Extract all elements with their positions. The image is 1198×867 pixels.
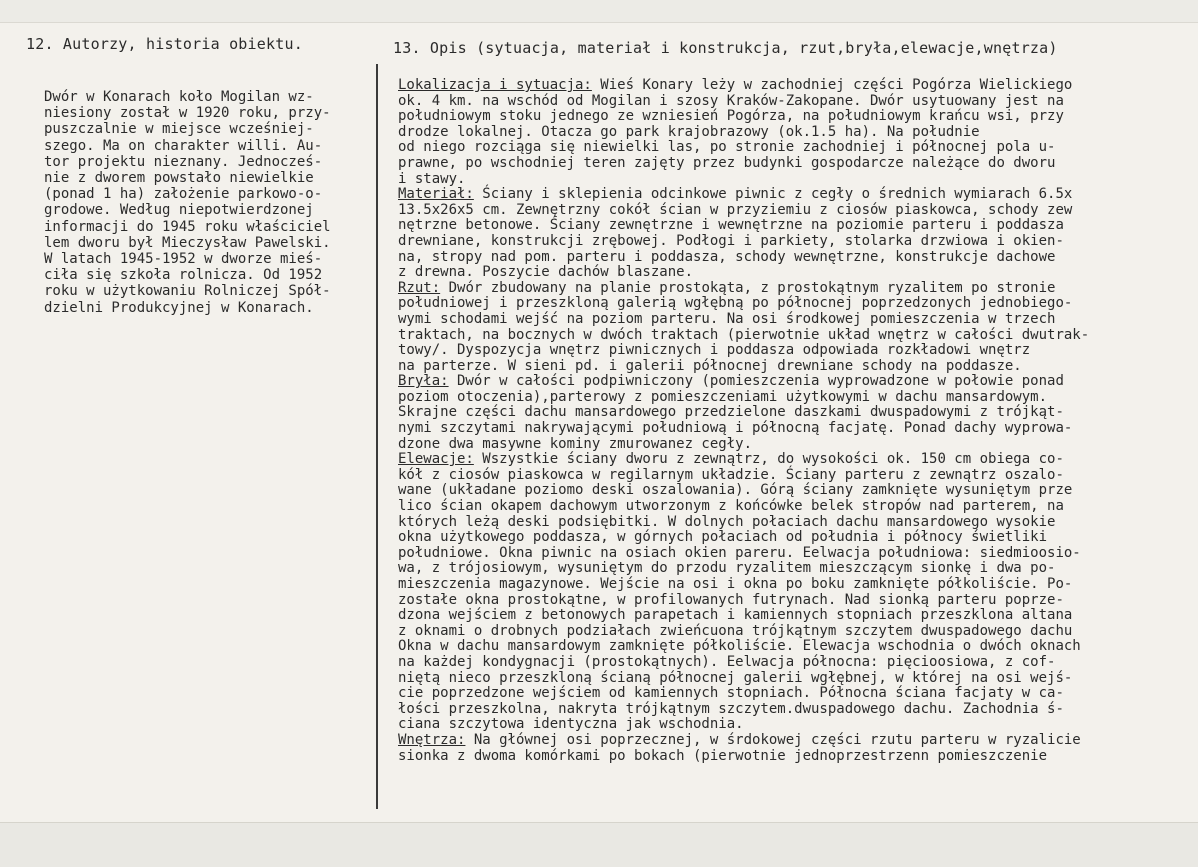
text-line: dzona wejściem z betonowych parapetach i kamiennych stopniach przeszklona altana (398, 607, 1073, 624)
text-line: ciła się szkoła rolnicza. Od 1952 (44, 267, 323, 284)
text-line: drodze lokalnej. Otacza go park krajobrazowy (ok.1.5 ha). Na południe (398, 123, 980, 140)
text-line: niętą nieco przeszkloną ścianą północnej galerii wgłębnej, w której na osi wejś- (398, 669, 1073, 686)
text-line: Okna w dachu mansardowym zamknięte półkoliście. Elewacja wschodnia o dwóch oknach (398, 638, 1081, 655)
text-line: wa, z trójosiowym, wysuniętym do przodu ryzalitem mieszczącym sionkę i dwa po- (398, 560, 1056, 577)
section-13-header: 13. Opis (sytuacja, materiał i konstrukcja, rzut,bryła,elewacje,wnętrza) (393, 39, 1058, 57)
text-line: roku w użytkowaniu Rolniczej Spół- (44, 283, 331, 300)
text-line: od niego rozciąga się niewielki las, po stronie zachodniej i północnej pola u- (398, 139, 1056, 156)
text-line: nie z dworem powstało niewielkie (44, 170, 314, 187)
text-line: szego. Ma on charakter willi. Au- (44, 137, 323, 154)
text-line: ok. 4 km. na wschód od Mogilan i szosy Kraków-Zakopane. Dwór usytuowany jest na (398, 92, 1064, 109)
paragraph-label: Wnętrza: (398, 731, 466, 748)
text-line: poziom otoczenia),parterowy z pomieszczeniami użytkowymi w dachu mansardowym. (398, 388, 1048, 405)
paragraph-first-line (398, 452, 1198, 468)
page-bottom-band (0, 822, 1198, 867)
paragraph-first-line (398, 374, 1198, 390)
paragraph-label: Rzut: (398, 279, 441, 296)
text-line: z drewna. Poszycie dachów blaszane. (398, 264, 694, 281)
text-line: W latach 1945-1952 w dworze mieś- (44, 251, 323, 268)
text-line: kół z ciosów piaskowca w regilarnym układzie. Ściany parteru z zewnątrz oszalo- (398, 466, 1064, 483)
text-line: których leżą deski podsiębitki. W dolnych połaciach dachu mansardowego wysokie (398, 513, 1056, 530)
paragraph-text: Dwór zbudowany na planie prostokąta, z prostokątnym ryzalitem po stronie (440, 279, 1056, 296)
text-line: południowym stoku jednego ze wzniesień Pogórza, na południowym krańcu wsi, przy (398, 108, 1064, 125)
text-line: (ponad 1 ha) założenie parkowo-o- (44, 186, 323, 203)
text-line: sionka z dwoma komórkami po bokach (pierwotnie jednoprzestrzenn pomieszczenie (398, 747, 1048, 764)
text-line: cie poprzedzone wejściem od kamiennych stopniach. Północna ściana facjaty w ca- (398, 685, 1064, 702)
paragraph-text: Na głównej osi poprzecznej, w śrdokowej części rzutu parteru w ryzalicie (465, 731, 1081, 748)
authors-history-text (44, 89, 374, 316)
text-line: grodowe. Według niepotwierdzonej (44, 202, 314, 219)
text-line: południowej i przeszkloną galerią wgłębną po północnej poprzedzonych jednobiego- (398, 295, 1073, 312)
text-line: prawne, po wschodniej teren zajęty przez budynki gospodarcze należące do dworu (398, 154, 1056, 171)
text-line: traktach, na bocznych w dwóch traktach (pierwotnie układ wnętrz w całości dwutrak- (398, 326, 1090, 343)
text-line: zostałe okna prostokątne, w profilowanych futrynach. Nad sionką parteru poprze- (398, 591, 1064, 608)
text-line: południowe. Okna piwnic na osiach okien pareru. Eelwacja południowa: siedmioosio- (398, 544, 1081, 561)
text-line: wane (układane poziomo deski oszalowania). Górą ściany zamknięte wysuniętym prze (398, 482, 1073, 499)
text-line: łości przeszkolna, nakryta trójkątnym szczytem.dwuspadowego dachu. Zachodnia ś- (398, 700, 1064, 717)
paragraph-label: Lokalizacja i sytuacja: (398, 77, 592, 93)
text-line: ciana szczytowa identyczna jak wschodnia. (398, 716, 744, 733)
description-text (398, 78, 1198, 764)
text-line: niesiony został w 1920 roku, przy- (44, 105, 331, 122)
text-line: puszczalnie w miejsce wcześniej- (44, 121, 314, 138)
text-line: wymi schodami wejść na poziom parteru. Na osi środkowej pomieszczenia w trzech (398, 310, 1056, 327)
text-line: nętrzne betonowe. Ściany zewnętrzne i wewnętrzne na poziomie parteru i poddasza (398, 217, 1064, 234)
text-line: informacji do 1945 roku właściciel (44, 218, 331, 235)
paragraph-text: Ściany i sklepienia odcinkowe piwnic z cegły o średnich wymiarach 6.5x (473, 186, 1073, 203)
section-12-header: 12. Autorzy, historia obiektu. (26, 35, 303, 53)
text-line: okna użytkowego poddasza, w górnych połaciach od południa i północy świetliki (398, 529, 1048, 546)
paragraph-label: Elewacje: (398, 451, 474, 468)
text-line: i stawy. (398, 170, 466, 187)
text-line: na parterze. W sieni pd. i galerii północnej drewniane schody na poddasze. (398, 357, 1022, 374)
paragraph-first-line (398, 281, 1198, 297)
paragraph-first-line (398, 78, 1198, 94)
text-line: drewniane, konstrukcji zrębowej. Podłogi i parkiety, stolarka drzwiowa i okien- (398, 232, 1064, 249)
text-line: lico ścian okapem dachowym utworzonym z końcówke belek stropów nad parterem, na (398, 498, 1064, 515)
text-line: mieszczenia magazynowe. Wejście na osi i okna po boku zamknięte półkoliście. Po- (398, 576, 1073, 592)
page-top-strip (0, 0, 1198, 23)
paragraph-text: Dwór w całości podpiwniczony (pomieszczenia wyprowadzone w połowie ponad (448, 373, 1064, 390)
text-line: dzone dwa masywne kominy zmurowanez cegły. (398, 435, 753, 452)
paragraph-first-line (398, 733, 1198, 749)
text-line: z oknami o drobnych podziałach zwieńcuona trójkątnym szczytem dwuspadowego dachu (398, 622, 1073, 639)
text-line: na, stropy nad pom. parteru i poddasza, schody wewnętrzne, konstrukcje dachowe (398, 248, 1056, 265)
text-line: na każdej kondygnacji (prostokątnych). Eelwacja północna: pięcioosiowa, z cof- (398, 653, 1056, 670)
paragraph-label: Materiał: (398, 186, 474, 203)
paragraph-text: Wieś Konary leży w zachodniej części Pogórza Wielickiego (591, 77, 1073, 93)
column-divider (376, 64, 378, 809)
text-line: Dwór w Konarach koło Mogilan wz- (44, 89, 314, 105)
text-line: 13.5x26x5 cm. Zewnętrzny cokół ścian w przyziemiu z ciosów piaskowca, schody zew (398, 201, 1073, 218)
text-line: lem dworu był Mieczysław Pawelski. (44, 234, 331, 251)
text-line: tor projektu nieznany. Jednocześ- (44, 153, 323, 170)
text-line: Skrajne części dachu mansardowego przedzielone daszkami dwuspadowymi z trójkąt- (398, 404, 1064, 421)
paragraph-first-line (398, 187, 1198, 203)
paragraph-label: Bryła: (398, 373, 449, 390)
text-line: nymi szczytami nakrywającymi południową i północną facjatę. Ponad dachy wyprowa- (398, 420, 1073, 437)
paragraph-text: Wszystkie ściany dworu z zewnątrz, do wysokości ok. 150 cm obiega co- (473, 451, 1064, 468)
text-line: towy/. Dyspozycja wnętrz piwnicznych i poddasza odpowiada rozkładowi wnętrz (398, 342, 1031, 359)
text-line: dzielni Produkcyjnej w Konarach. (44, 299, 314, 316)
